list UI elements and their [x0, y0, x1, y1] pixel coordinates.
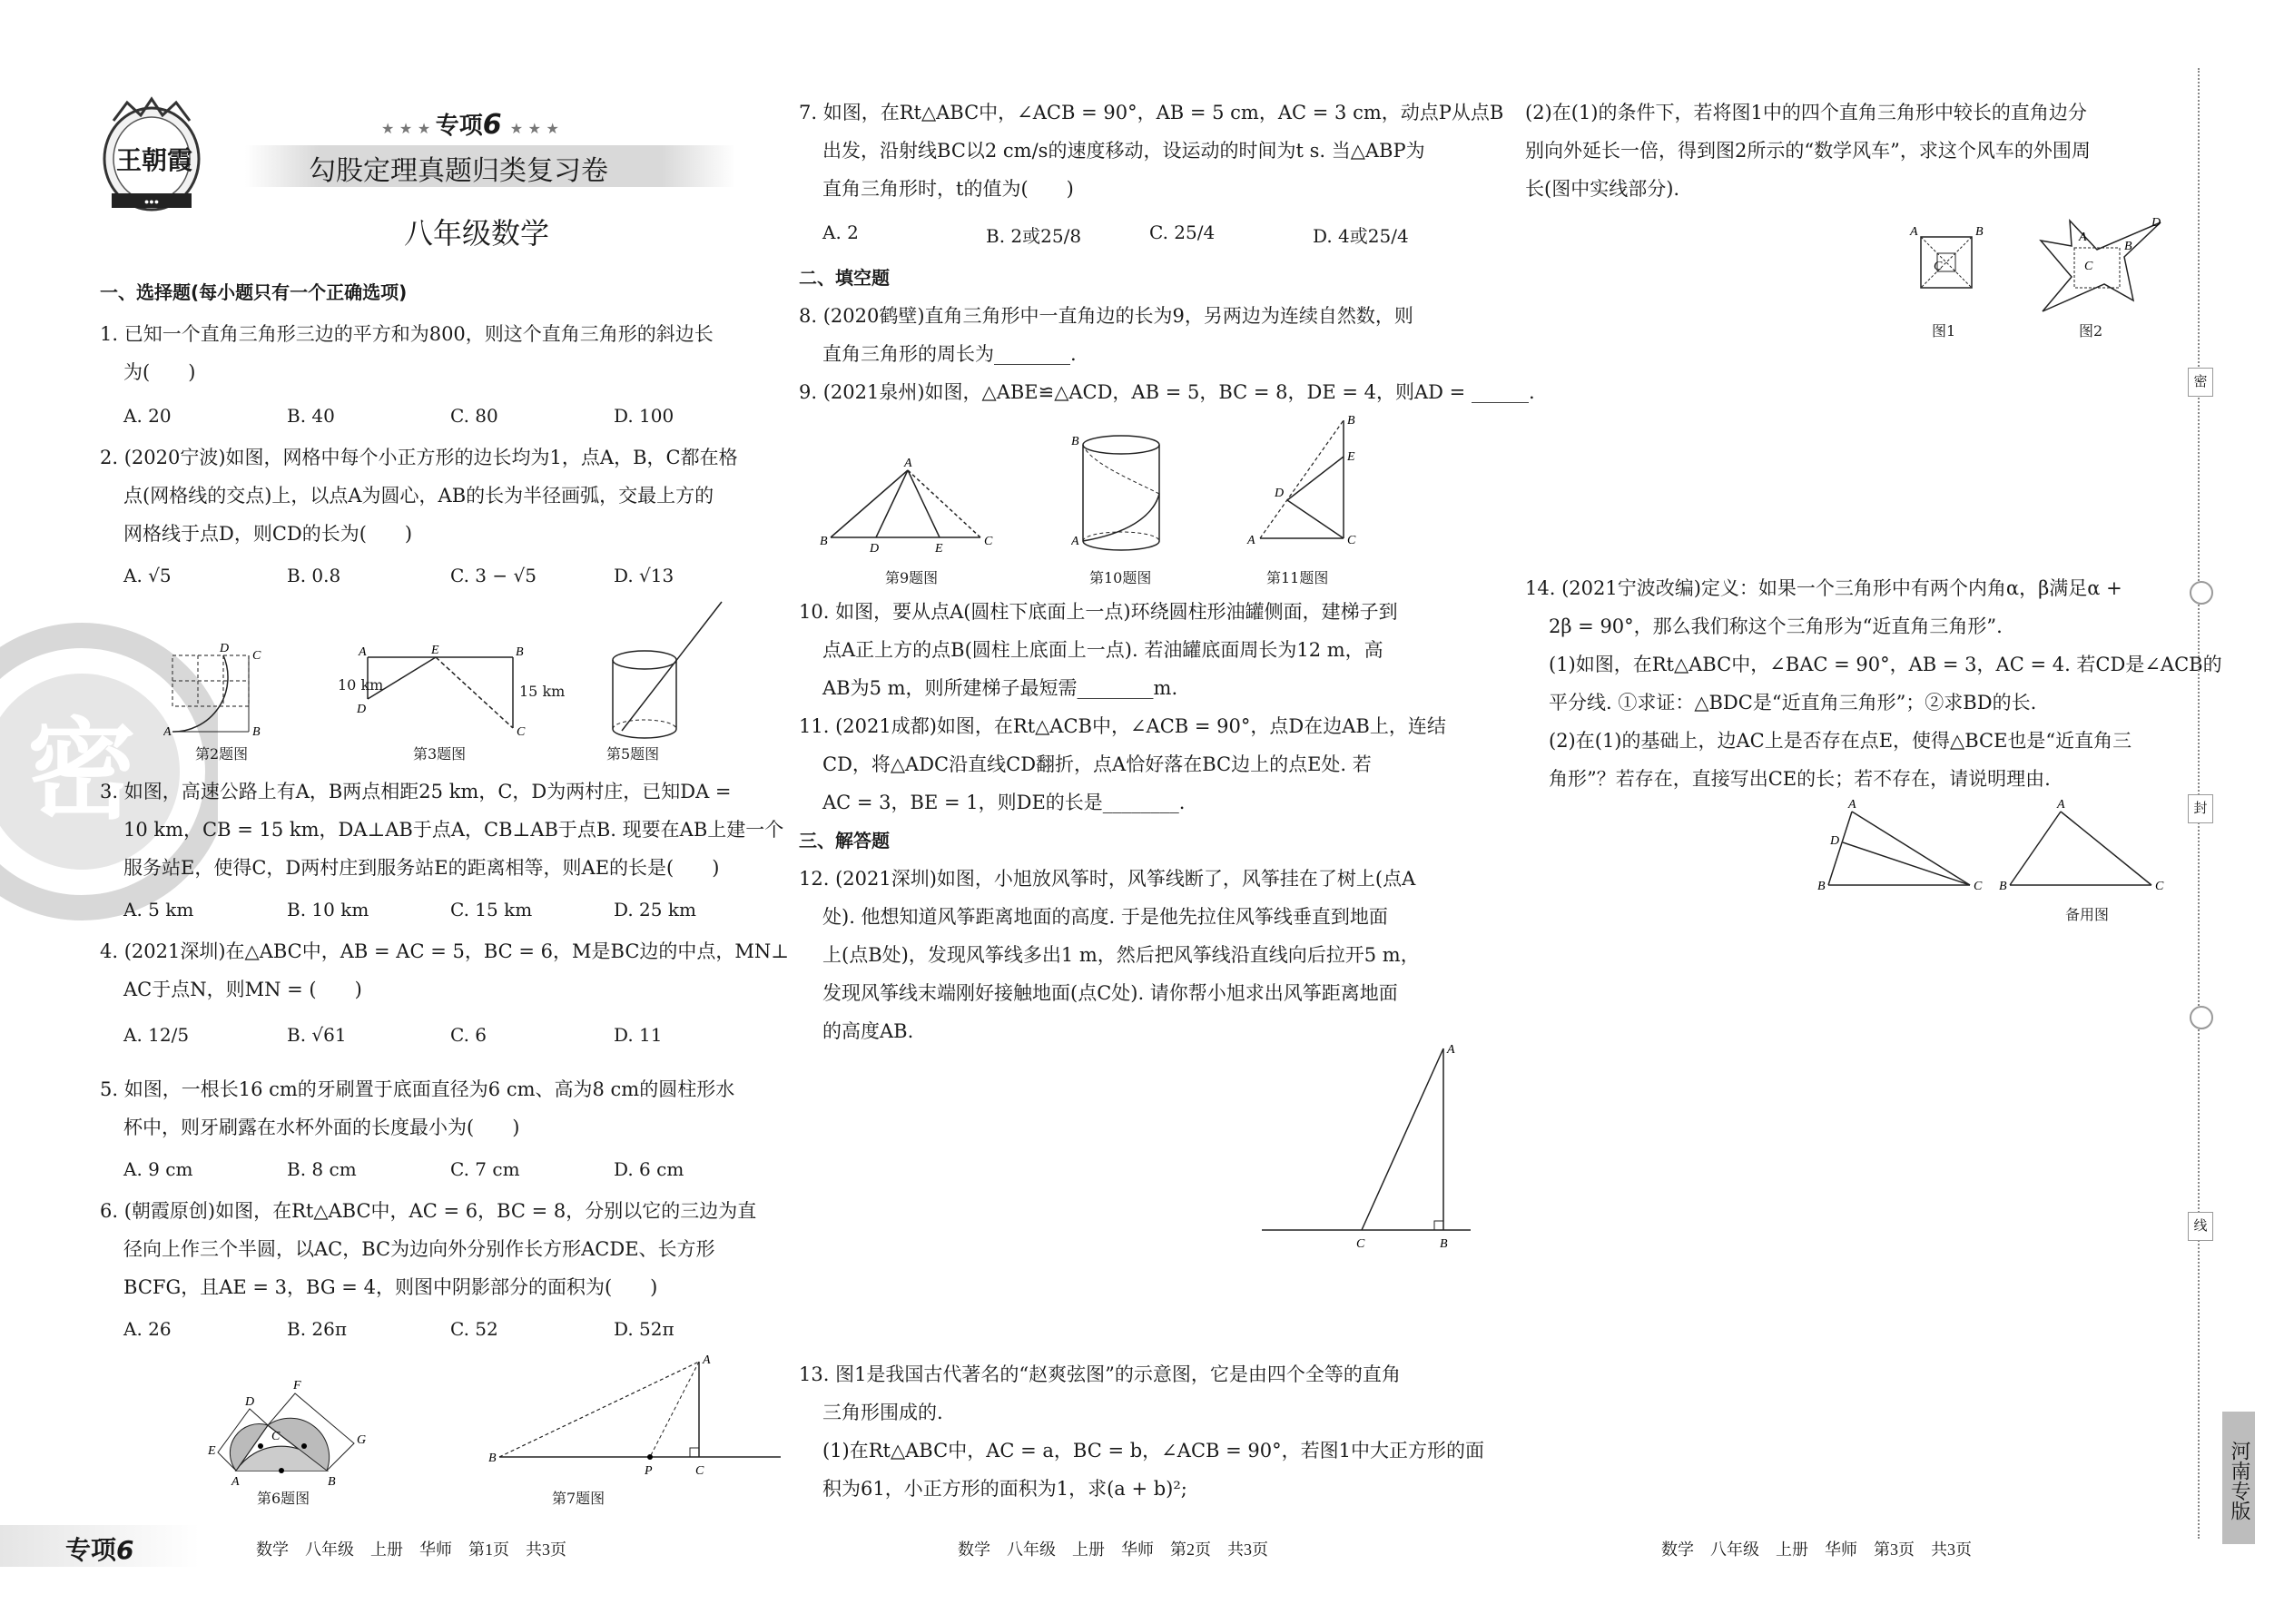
svg-text:A: A [1247, 534, 1255, 547]
section-heading-fill: 二、填空题 [799, 267, 890, 289]
q13b-line1: (2)在(1)的条件下，若将图1中的四个直角三角形中较长的直角边分 [1525, 102, 2087, 123]
fig13-1-caption: 图1 [1932, 322, 1956, 340]
svg-text:B: B [488, 1452, 497, 1465]
svg-text:A: A [231, 1475, 240, 1489]
option: D. 52π [614, 1318, 674, 1340]
svg-text:E: E [935, 542, 943, 554]
svg-text:C: C [1974, 880, 1983, 893]
fig3-dim-right: 15 km [519, 683, 566, 700]
q11-line1: 11. (2021成都)如图，在Rt△ACB中，∠ACB = 90°，点D在边AB上，连结 [799, 715, 1446, 737]
fig10-caption: 第10题图 [1089, 569, 1152, 586]
svg-text:D: D [220, 642, 230, 655]
q2-line2: 点(网格线的交点)上，以点A为圆心，AB的长为半径画弧，交最上方的 [123, 485, 714, 507]
option: B. 10 km [287, 899, 369, 920]
binding-ornament-icon [2190, 581, 2213, 605]
svg-text:密: 密 [27, 711, 136, 832]
binding-char-1: 密 [2188, 368, 2213, 397]
logo-text: 王朝霞 [116, 145, 193, 175]
q12-line1: 12. (2021深圳)如图，小旭放风筝时，风筝线断了，风筝挂在了树上(点A [799, 868, 1416, 890]
svg-text:B: B [516, 645, 524, 659]
q13-line3: (1)在Rt△ABC中，AC = a，BC = b，∠ACB = 90°，若图1中大正方形的面 [822, 1440, 1484, 1462]
svg-text:A: A [359, 645, 367, 659]
fig12-kite-diagram [1262, 1035, 1480, 1262]
svg-text:C: C [984, 535, 993, 548]
q14-line2: 2β = 90°，那么我们称这个三角形为“近直角三角形”. [1549, 615, 2003, 637]
q1-line2: 为( ) [123, 361, 196, 383]
q14-line4: 平分线. ①求证：△BDC是“近直角三角形”；②求BD的长. [1549, 692, 2037, 714]
q6-line3: BCFG，且AE = 3，BG = 4，则图中阴影部分的面积为( ) [123, 1276, 658, 1298]
option: A. 12/5 [123, 1024, 190, 1046]
fig2-grid-diagram [163, 635, 263, 740]
section-heading-solve: 三、解答题 [799, 830, 890, 851]
fig3-dim-left: 10 km [338, 676, 384, 694]
q9-line1: 9. (2021泉州)如图，△ABE≌△ACD，AB = 5，BC = 8，DE = 4，则AD = ______. [799, 381, 1535, 403]
q10-line1: 10. 如图，要从点A(圆柱下底面上一点)环绕圆柱形油罐侧面，建梯子到 [799, 601, 1398, 623]
q14-line1: 14. (2021宁波改编)定义：如果一个三角形中有两个内角α，β满足α + [1525, 577, 2122, 599]
svg-text:C: C [2155, 880, 2164, 893]
fig14-spare-diagram [1997, 799, 2179, 899]
fig13-1-zhaoshuang-diagram [1906, 222, 1988, 313]
svg-text:C: C [252, 649, 261, 663]
option: A. 9 cm [123, 1158, 193, 1180]
svg-text:D: D [2151, 216, 2161, 230]
svg-text:A: A [1071, 535, 1079, 548]
option: A. 5 km [123, 899, 194, 920]
option: B. √61 [287, 1024, 347, 1046]
option: B. 26π [287, 1318, 348, 1340]
svg-text:A: A [1447, 1043, 1455, 1057]
q13b-line2: 别向外延长一倍，得到图2所示的“数学风车”，求这个风车的外围周 [1525, 140, 2091, 162]
svg-text:E: E [208, 1444, 216, 1458]
q8-line2: 直角三角形的周长为________. [822, 343, 1077, 365]
svg-text:B: B [1817, 880, 1826, 893]
region-badge: 河南专版 [2222, 1412, 2255, 1544]
svg-text:B: B [1071, 435, 1079, 448]
q7-line2: 出发，沿射线BC以2 cm/s的速度移动，设运动的时间为t s. 当△ABP为 [822, 140, 1425, 162]
svg-text:E: E [1347, 450, 1355, 464]
option: D. 100 [614, 405, 674, 427]
fig11-caption: 第11题图 [1266, 569, 1329, 586]
option: A. 2 [822, 221, 859, 243]
page-title: 勾股定理真题归类复习卷 [309, 155, 608, 187]
svg-text:B: B [1440, 1237, 1448, 1251]
stars-right: ★ ★ ★ [509, 120, 559, 137]
svg-text:A: A [2057, 799, 2065, 812]
option: C. 15 km [450, 899, 533, 920]
fig7-triangle-diagram [481, 1353, 790, 1480]
q12-line2: 处). 他想知道风筝距离地面的高度. 于是他先拉住风筝线垂直到地面 [822, 906, 1388, 928]
option: C. 3 − √5 [450, 565, 537, 586]
q3-line1: 3. 如图，高速公路上有A，B两点相距25 km，C，D为两村庄，已知DA = [100, 781, 732, 802]
fig13-2-caption: 图2 [2079, 322, 2103, 340]
q5-line1: 5. 如图，一根长16 cm的牙刷置于底面直径为6 cm、高为8 cm的圆柱形水 [100, 1078, 735, 1100]
svg-text:B: B [2124, 240, 2132, 253]
svg-text:G: G [357, 1433, 367, 1447]
svg-text:D: D [870, 542, 880, 554]
option: A. 20 [123, 405, 172, 427]
q8-line1: 8. (2020鹤壁)直角三角形中一直角边的长为9，另两边为连续自然数，则 [799, 305, 1413, 327]
svg-text:●●●: ●●● [143, 197, 160, 206]
svg-text:A: A [163, 725, 172, 739]
option: C. 6 [450, 1024, 487, 1046]
footer-page-3: 数学 八年级 上册 华师 第3页 共3页 [1661, 1540, 1972, 1559]
series-label: 专项 [435, 113, 483, 140]
footer-series-label [65, 1530, 134, 1567]
svg-text:A: A [904, 457, 912, 470]
fig10-cylinder-diagram [1071, 427, 1180, 558]
option: A. 26 [123, 1318, 172, 1340]
q13-line2: 三角形围成的. [822, 1402, 943, 1423]
q6-line1: 6. (朝霞原创)如图，在Rt△ABC中，AC = 6，BC = 8，分别以它的三边为直 [100, 1200, 757, 1222]
fig2-caption: 第2题图 [195, 745, 249, 763]
svg-text:B: B [820, 535, 828, 548]
fig7-caption: 第7题图 [552, 1490, 605, 1507]
q3-line3: 服务站E，使得C，D两村庄到服务站E的距离相等，则AE的长是( ) [123, 857, 720, 879]
fig5-cup-diagram [604, 595, 740, 749]
column-3 [1525, 0, 2222, 1624]
option: C. 52 [450, 1318, 498, 1340]
svg-text:D: D [1830, 834, 1840, 848]
svg-text:F: F [293, 1379, 301, 1393]
q4-line1: 4. (2021深圳)在△ABC中，AB = AC = 5，BC = 6，M是BC边的中点，MN⊥ [100, 940, 790, 962]
q12-line4: 发现风筝线末端刚好接触地面(点C处). 请你帮小旭求出风筝距离地面 [822, 982, 1398, 1004]
svg-text:A: A [1910, 225, 1918, 239]
svg-text:C: C [695, 1464, 704, 1478]
svg-text:C: C [2084, 260, 2093, 273]
q6-line2: 径向上作三个半圆，以AC，BC为边向外分别作长方形ACDE、长方形 [123, 1238, 715, 1260]
q13-line4: 积为61，小正方形的面积为1，求(a + b)²; [822, 1478, 1187, 1500]
svg-text:B: B [1999, 880, 2007, 893]
q1-line1: 1. 已知一个直角三角形三边的平方和为800，则这个直角三角形的斜边长 [100, 323, 714, 345]
footer-series-num: 6 [116, 1535, 134, 1565]
svg-text:B: B [1975, 225, 1984, 239]
svg-text:C: C [1934, 260, 1943, 273]
svg-text:A: A [2079, 231, 2087, 244]
svg-text:C: C [1347, 534, 1356, 547]
option: A. √5 [123, 565, 172, 586]
svg-text:D: D [357, 703, 367, 716]
q7-line1: 7. 如图，在Rt△ABC中，∠ACB = 90°，AB = 5 cm，AC = 3 cm，动点P从点B [799, 102, 1504, 123]
footer-series: 专项 [65, 1535, 117, 1565]
fig5-caption: 第5题图 [606, 745, 660, 763]
column-1 [100, 0, 790, 1624]
q7-line3: 直角三角形时，t的值为( ) [822, 178, 1074, 200]
fig3-caption: 第3题图 [413, 745, 467, 763]
svg-text:C: C [271, 1430, 281, 1443]
option: C. 80 [450, 405, 498, 427]
svg-text:D: D [245, 1395, 255, 1409]
binding-ornament-icon [2190, 1006, 2213, 1029]
option: D. √13 [614, 565, 674, 586]
option: D. 25 km [614, 899, 696, 920]
fig11-triangle-diagram [1244, 413, 1371, 558]
svg-text:B: B [252, 725, 261, 739]
stars-left: ★ ★ ★ [381, 120, 436, 137]
option: B. 2或25/8 [986, 225, 1082, 247]
binding-char-3: 线 [2188, 1212, 2213, 1241]
svg-text:B: B [1347, 414, 1355, 428]
footer-page-1: 数学 八年级 上册 华师 第1页 共3页 [256, 1540, 566, 1559]
q10-line2: 点A正上方的点B(圆柱上底面上一点). 若油罐底面周长为12 m，高 [822, 639, 1383, 661]
q12-line5: 的高度AB. [822, 1020, 914, 1042]
q4-line2: AC于点N，则MN = ( ) [123, 979, 362, 1000]
fig6-semicircles-diagram [195, 1353, 404, 1489]
option: D. 6 cm [614, 1158, 684, 1180]
option: C. 7 cm [450, 1158, 520, 1180]
q3-line2: 10 km，CB = 15 km，DA⊥AB于点A，CB⊥AB于点B. 现要在AB上建一个 [123, 819, 784, 841]
q14-line5: (2)在(1)的基础上，边AC上是否存在点E，使得△BCE也是“近直角三 [1549, 730, 2132, 752]
fig14-spare-caption: 备用图 [2065, 906, 2110, 923]
svg-text:P: P [645, 1464, 653, 1478]
q11-line3: AC = 3，BE = 1，则DE的长是________. [822, 792, 1186, 813]
footer-page-2: 数学 八年级 上册 华师 第2页 共3页 [958, 1540, 1268, 1559]
fig14-triangle-diagram [1816, 799, 1997, 899]
q10-line3: AB为5 m，则所建梯子最短需________m. [822, 677, 1178, 699]
binding-char-2: 封 [2188, 794, 2213, 823]
q12-line3: 上(点B处)，发现风筝线多出1 m，然后把风筝线沿直线向后拉开5 m， [822, 944, 1420, 966]
svg-text:D: D [1275, 487, 1285, 500]
q13b-line3: 长(图中实线部分). [1525, 178, 1680, 200]
q2-line1: 2. (2020宁波)如图，网格中每个小正方形的边长均为1，点A，B，C都在格 [100, 447, 738, 468]
option: B. 8 cm [287, 1158, 357, 1180]
fig9-caption: 第9题图 [885, 569, 939, 586]
q13-line1: 13. 图1是我国古代著名的“赵爽弦图”的示意图，它是由四个全等的直角 [799, 1363, 1401, 1385]
option: D. 11 [614, 1024, 663, 1046]
page-subtitle: 八年级数学 [404, 216, 550, 251]
svg-text:E: E [431, 645, 439, 657]
svg-text:C: C [517, 725, 526, 739]
option: D. 4或25/4 [1313, 225, 1409, 247]
fig3-highway-diagram [331, 645, 540, 744]
option: C. 25/4 [1149, 221, 1216, 243]
q11-line2: CD，将△ADC沿直线CD翻折，点A恰好落在BC边上的点E处. 若 [822, 753, 1372, 775]
option: B. 0.8 [287, 565, 341, 586]
column-2 [799, 0, 1535, 1624]
fig13-2-windmill-diagram [2033, 213, 2170, 322]
q5-line2: 杯中，则牙刷露在水杯外面的长度最小为( ) [123, 1117, 520, 1138]
svg-text:A: A [703, 1353, 711, 1367]
option: B. 40 [287, 405, 335, 427]
svg-text:B: B [328, 1475, 336, 1489]
q14-line3: (1)如图，在Rt△ABC中，∠BAC = 90°，AB = 3，AC = 4. 若CD是∠ACB的 [1549, 654, 2222, 675]
q14-line6: 角形”？若存在，直接写出CE的长；若不存在，请说明理由. [1549, 768, 2051, 790]
series-number: 6 [482, 109, 502, 141]
section-heading-choice: 一、选择题(每小题只有一个正确选项) [100, 281, 408, 303]
svg-text:A: A [1848, 799, 1856, 812]
svg-text:C: C [1356, 1237, 1365, 1251]
fig9-triangle-diagram [817, 454, 999, 554]
fig6-caption: 第6题图 [257, 1490, 310, 1507]
q2-line3: 网格线于点D，则CD的长为( ) [123, 523, 413, 545]
